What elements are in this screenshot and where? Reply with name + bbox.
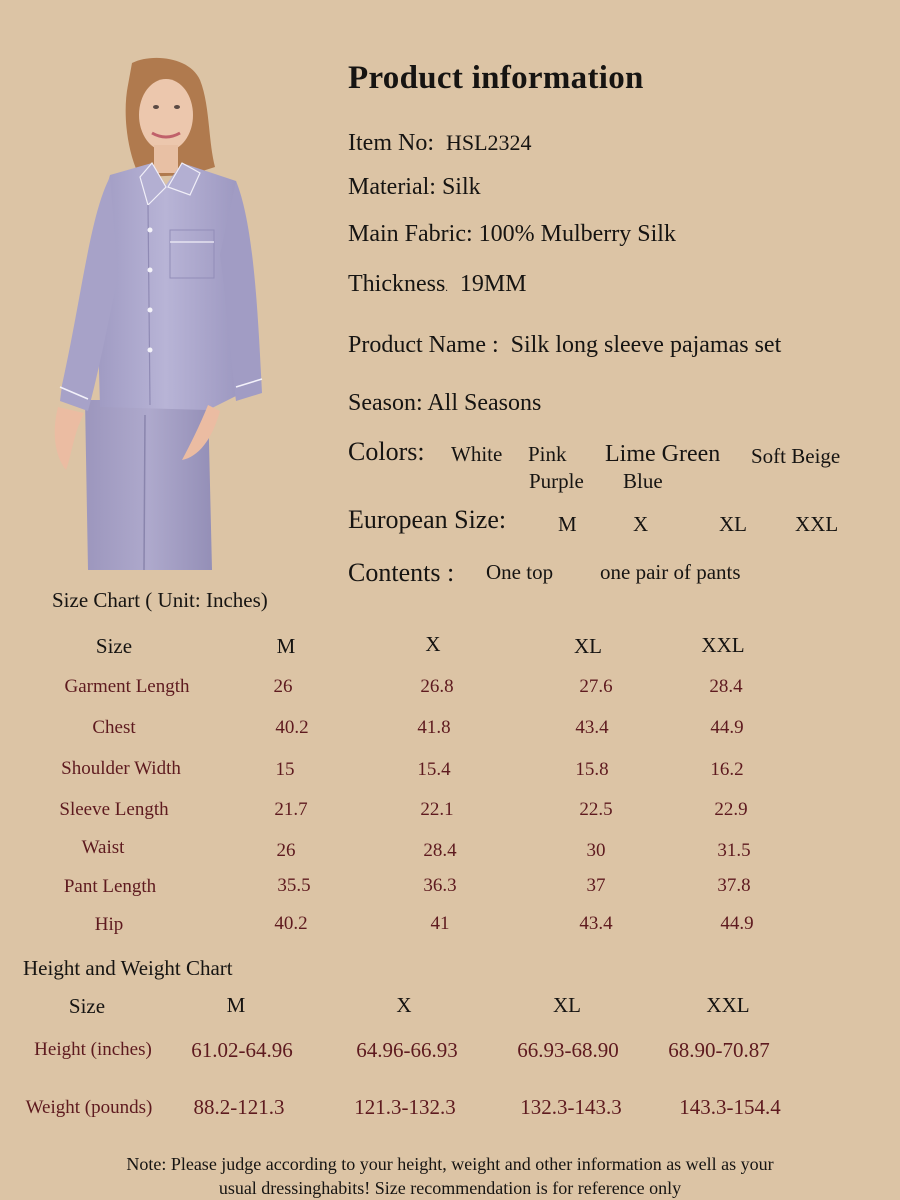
height-weight-chart-title: Height and Weight Chart <box>23 956 233 980</box>
row-label: Pant Length <box>63 876 157 897</box>
contents-label: Contents : <box>348 558 455 587</box>
cell: 88.2-121.3 <box>193 1095 285 1119</box>
size-chart-header-m: M <box>276 634 296 658</box>
row-label: Waist <box>81 837 125 858</box>
size-chart-header-size: Size <box>95 634 133 658</box>
color-option-lime-green: Lime Green <box>605 441 721 467</box>
size-note <box>0 1152 900 1200</box>
cell: 66.93-68.90 <box>517 1038 619 1062</box>
product-name-value: Silk long sleeve pajamas set <box>510 332 782 358</box>
cell: 16.2 <box>710 759 744 780</box>
contents-item-pants: one pair of pants <box>600 560 741 584</box>
color-option-pink: Pink <box>528 442 567 466</box>
cell: 26.8 <box>420 676 454 697</box>
color-option-white: White <box>451 442 503 466</box>
item-no-row <box>348 130 532 157</box>
material-row: Material: Silk <box>348 174 481 200</box>
row-label: Sleeve Length <box>59 799 169 820</box>
hw-header-x: X <box>396 993 412 1017</box>
cell: 41 <box>430 913 450 934</box>
cell: 68.90-70.87 <box>668 1038 770 1062</box>
main-fabric-row: Main Fabric: 100% Mulberry Silk <box>348 221 676 247</box>
model-illustration <box>40 55 270 570</box>
thickness-row <box>348 271 527 298</box>
item-no-label: Item No: <box>348 130 434 156</box>
european-size-xxl: XXL <box>795 512 839 536</box>
product-info-title: Product information <box>348 60 644 96</box>
size-chart-header-xxl: XXL <box>701 633 745 657</box>
european-size-label: European Size: <box>348 505 507 534</box>
cell: 22.5 <box>579 799 613 820</box>
cell: 43.4 <box>575 717 609 738</box>
color-option-blue: Blue <box>623 469 663 493</box>
cell: 121.3-132.3 <box>354 1095 456 1119</box>
cell: 40.2 <box>275 717 309 738</box>
hw-header-m: M <box>226 993 246 1017</box>
cell: 36.3 <box>423 875 457 896</box>
color-option-soft-beige: Soft Beige <box>751 444 841 468</box>
cell: 143.3-154.4 <box>679 1095 781 1119</box>
cell: 30 <box>586 840 606 861</box>
cell: 41.8 <box>417 717 451 738</box>
cell: 64.96-66.93 <box>356 1038 458 1062</box>
cell: 22.1 <box>420 799 454 820</box>
season-row: Season: All Seasons <box>348 390 542 416</box>
color-option-purple: Purple <box>529 469 584 493</box>
european-size-x: X <box>633 512 649 536</box>
row-label: Shoulder Width <box>61 758 181 779</box>
cell: 15.8 <box>575 759 609 780</box>
product-name-row <box>348 332 781 359</box>
cell: 15.4 <box>417 759 451 780</box>
size-note-line-1: Note: Please judge according to your height, weight and other information as well as your <box>126 1154 774 1174</box>
row-label: Hip <box>94 914 124 935</box>
row-label: Chest <box>92 717 136 738</box>
size-chart-header-x: X <box>425 632 441 656</box>
cell: 28.4 <box>423 840 457 861</box>
cell: 61.02-64.96 <box>191 1038 293 1062</box>
cell: 44.9 <box>710 717 744 738</box>
cell: 37 <box>586 875 606 896</box>
hw-header-size: Size <box>68 994 106 1018</box>
cell: 40.2 <box>274 913 308 934</box>
row-label: Weight (pounds) <box>25 1097 153 1118</box>
cell: 26 <box>273 676 293 697</box>
european-size-xl: XL <box>719 512 747 536</box>
product-name-label: Product Name : <box>348 332 499 358</box>
product-photo <box>40 55 270 570</box>
cell: 15 <box>275 759 295 780</box>
cell: 37.8 <box>717 875 751 896</box>
cell: 26 <box>276 840 296 861</box>
cell: 43.4 <box>579 913 613 934</box>
row-label: Garment Length <box>64 676 190 697</box>
cell: 31.5 <box>717 840 751 861</box>
european-size-m: M <box>558 512 577 536</box>
size-chart-header-xl: XL <box>574 634 602 658</box>
cell: 35.5 <box>277 875 311 896</box>
thickness-label: Thickness <box>348 271 446 297</box>
cell: 21.7 <box>274 799 308 820</box>
size-chart-title: Size Chart ( Unit: Inches) <box>52 588 268 612</box>
cell: 28.4 <box>709 676 743 697</box>
cell: 44.9 <box>720 913 754 934</box>
cell: 22.9 <box>714 799 748 820</box>
thickness-value: 19MM <box>459 271 527 297</box>
hw-header-xl: XL <box>553 993 581 1017</box>
size-note-line-2: usual dressinghabits! Size recommendation is for reference only <box>218 1178 682 1198</box>
cell: 27.6 <box>579 676 613 697</box>
colors-label: Colors: <box>348 437 425 466</box>
row-label: Height (inches) <box>34 1039 152 1060</box>
hw-header-xxl: XXL <box>706 993 750 1017</box>
item-no-value: HSL2324 <box>445 130 532 155</box>
contents-item-top: One top <box>486 560 554 584</box>
cell: 132.3-143.3 <box>520 1095 622 1119</box>
thickness-separator: . <box>445 283 448 294</box>
